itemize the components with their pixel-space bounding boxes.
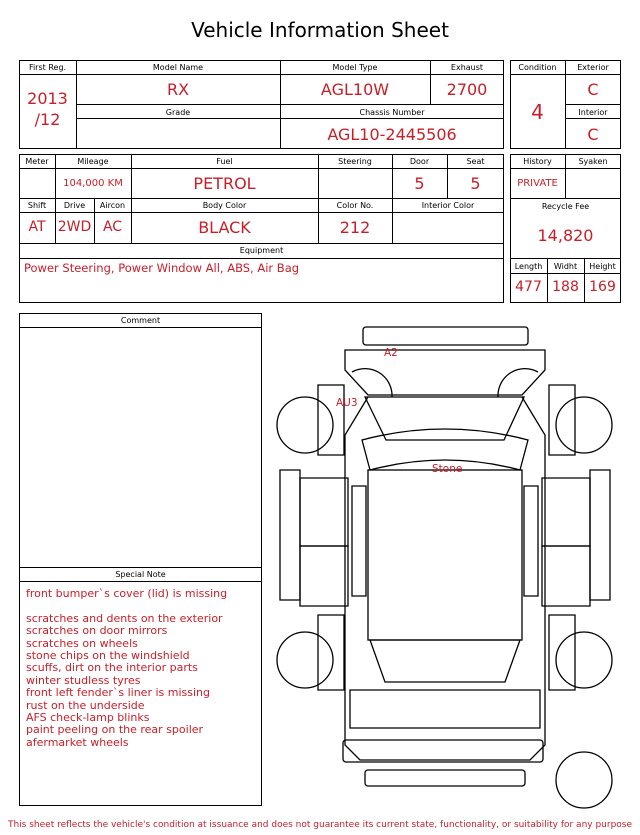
headlight-left-shape bbox=[352, 369, 392, 397]
comment-label: Comment bbox=[120, 316, 161, 325]
chassis-label: Chassis Number bbox=[359, 108, 425, 117]
divider bbox=[565, 104, 621, 105]
rear-fender-right-shape bbox=[549, 615, 575, 690]
body-color-value: BLACK bbox=[198, 218, 251, 237]
divider bbox=[510, 258, 621, 259]
exhaust-label: Exhaust bbox=[450, 63, 484, 72]
headlight-right-shape bbox=[498, 369, 538, 397]
width-label: Widht bbox=[553, 262, 578, 271]
front-fender-left-shape bbox=[318, 385, 344, 455]
recycle-fee-label: Recycle Fee bbox=[541, 202, 590, 211]
rear-valance-shape bbox=[365, 770, 525, 786]
door-label: Door bbox=[409, 157, 430, 166]
length-value: 477 bbox=[515, 279, 542, 295]
special-note-line: afermarket wheels bbox=[26, 735, 129, 749]
drive-label: Drive bbox=[63, 201, 86, 210]
interior-value: C bbox=[587, 125, 599, 144]
divider bbox=[76, 118, 504, 119]
model-name-value: RX bbox=[166, 80, 190, 99]
special-note-line: winter studless tyres bbox=[26, 673, 141, 687]
special-note-line bbox=[26, 600, 258, 612]
divider bbox=[19, 581, 262, 582]
front-fender-right-shape bbox=[549, 385, 575, 455]
special-note-line: AFS check-lamp blinks bbox=[26, 710, 150, 724]
condition-value: 4 bbox=[531, 100, 544, 124]
model-name-label: Model Name bbox=[152, 63, 204, 72]
divider bbox=[19, 212, 504, 213]
window-right-shape bbox=[524, 486, 538, 596]
divider bbox=[19, 198, 504, 199]
exterior-value: C bbox=[587, 80, 599, 99]
grade-label: Grade bbox=[165, 108, 191, 117]
shift-value: AT bbox=[28, 219, 46, 235]
chassis-value: AGL10-2445506 bbox=[327, 125, 457, 144]
special-notes-list bbox=[26, 588, 258, 749]
first-reg-year: 2013 bbox=[27, 89, 68, 108]
condition-label: Condition bbox=[518, 63, 557, 72]
drive-value: 2WD bbox=[57, 219, 92, 235]
damage-mark-stone: Stone bbox=[432, 463, 463, 475]
history-label: History bbox=[523, 157, 552, 166]
exterior-label: Exterior bbox=[577, 63, 609, 72]
special-note-line: stone chips on the windshield bbox=[26, 648, 190, 662]
divider bbox=[19, 567, 262, 568]
special-note-line: scuffs, dirt on the interior parts bbox=[26, 661, 198, 675]
seat-value: 5 bbox=[470, 174, 481, 193]
exhaust-value: 2700 bbox=[446, 80, 488, 99]
fuel-value: PETROL bbox=[193, 174, 256, 193]
special-note-line: scratches on wheels bbox=[26, 636, 138, 650]
divider bbox=[510, 198, 621, 199]
underside-left-shape bbox=[280, 470, 300, 600]
rear-fender-left-shape bbox=[318, 615, 344, 690]
model-type-value: AGL10W bbox=[320, 80, 390, 99]
syaken-label: Syaken bbox=[578, 157, 608, 166]
rear-bumper-shape bbox=[343, 740, 543, 762]
trunk-shape bbox=[350, 690, 540, 728]
steering-label: Steering bbox=[338, 157, 372, 166]
first-reg-month: /12 bbox=[34, 110, 61, 129]
divider bbox=[565, 118, 621, 119]
divider bbox=[19, 243, 504, 244]
damage-mark-a2: A2 bbox=[384, 347, 398, 359]
divider bbox=[76, 104, 504, 105]
roof-shape bbox=[368, 470, 522, 640]
underside-right-shape bbox=[590, 470, 610, 600]
spare-wheel-shape bbox=[556, 752, 612, 808]
seat-label: Seat bbox=[466, 157, 485, 166]
height-label: Height bbox=[589, 262, 616, 271]
special-note-label: Special Note bbox=[115, 570, 166, 579]
width-value: 188 bbox=[552, 279, 579, 295]
length-label: Length bbox=[514, 262, 543, 271]
body-color-label: Body Color bbox=[202, 201, 247, 210]
door-front-right-shape bbox=[542, 478, 590, 546]
car-damage-diagram bbox=[270, 320, 635, 810]
meter-label: Meter bbox=[25, 157, 49, 166]
door-front-left-shape bbox=[300, 478, 348, 546]
divider bbox=[19, 74, 504, 75]
wheel-front-left-shape bbox=[277, 397, 333, 453]
door-value: 5 bbox=[414, 174, 425, 193]
mileage-label: Mileage bbox=[77, 157, 109, 166]
aircon-label: Aircon bbox=[99, 201, 126, 210]
special-note-line: front left fender`s liner is missing bbox=[26, 686, 210, 700]
special-note-line: front bumper`s cover (lid) is missing bbox=[26, 587, 228, 600]
wheel-rear-left-shape bbox=[277, 632, 333, 688]
divider bbox=[76, 60, 77, 149]
shift-label: Shift bbox=[27, 201, 47, 210]
divider bbox=[19, 168, 504, 169]
wheel-front-right-shape bbox=[556, 397, 612, 453]
divider bbox=[510, 273, 621, 274]
interior-label: Interior bbox=[578, 108, 608, 117]
equipment-value: Power Steering, Power Window All, ABS, Air Bag bbox=[24, 261, 300, 275]
aircon-value: AC bbox=[102, 219, 123, 235]
special-note-line: scratches on door mirrors bbox=[26, 624, 168, 638]
divider bbox=[19, 258, 504, 259]
front-bumper-shape bbox=[363, 327, 528, 345]
model-type-label: Model Type bbox=[332, 63, 378, 72]
special-note-line: paint peeling on the rear spoiler bbox=[26, 723, 204, 737]
rear-window-shape bbox=[370, 640, 520, 682]
recycle-fee-value: 14,820 bbox=[537, 226, 594, 245]
cabin-outline-shape bbox=[345, 397, 545, 760]
door-rear-right-shape bbox=[542, 546, 590, 606]
equipment-label: Equipment bbox=[239, 246, 284, 255]
window-left-shape bbox=[352, 486, 366, 596]
first-reg-label: First Reg. bbox=[28, 63, 67, 72]
door-rear-left-shape bbox=[300, 546, 348, 606]
wheel-rear-right-shape bbox=[556, 632, 612, 688]
color-no-label: Color No. bbox=[336, 201, 374, 210]
disclaimer-footer: This sheet reflects the vehicle's condition at issuance and does not guarantee its current state, functionality, or suitability for any purpose bbox=[7, 820, 633, 830]
divider bbox=[19, 327, 262, 328]
color-no-value: 212 bbox=[339, 218, 371, 237]
fuel-label: Fuel bbox=[216, 157, 233, 166]
mileage-value: 104,000 KM bbox=[63, 178, 123, 189]
page-title: Vehicle Information Sheet bbox=[191, 18, 449, 42]
interior-color-label: Interior Color bbox=[421, 201, 475, 210]
height-value: 169 bbox=[589, 279, 616, 295]
damage-mark-au3: AU3 bbox=[336, 397, 358, 409]
special-note-line: scratches and dents on the exterior bbox=[26, 611, 223, 625]
special-note-line: rust on the underside bbox=[26, 698, 145, 712]
history-value: PRIVATE bbox=[517, 178, 558, 189]
hood-shape bbox=[345, 350, 545, 395]
